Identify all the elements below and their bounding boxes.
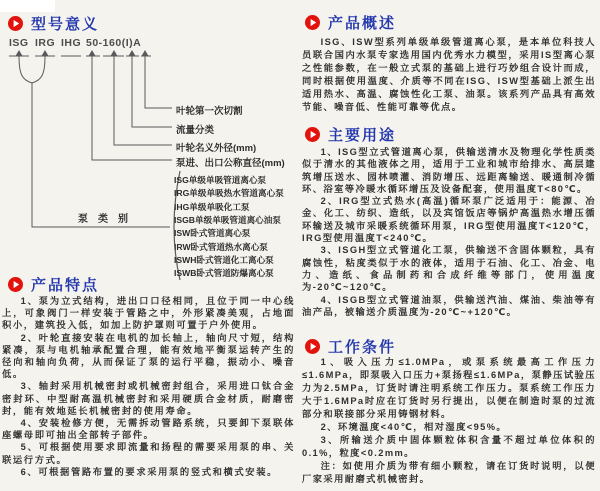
conditions-paragraph: 2、环境温度<40℃，相对湿度<95%。 (320, 422, 508, 432)
pump-type-item: IRW卧式管道热水离心泵 (174, 242, 268, 252)
play-icon (305, 127, 320, 142)
section-title-conditions: 工作条件 (328, 338, 397, 356)
features-paragraph: 5、可根据使用要求即流量和扬程的需要采用泵的串、关联运行方式。 (2, 442, 295, 465)
callout-impeller-diameter: 叶轮名义外径(mm) (176, 143, 257, 154)
pump-type-item: ISGB单级单吸管道离心油泵 (174, 215, 281, 225)
features-paragraph: 6、可根据管路布置的要求采用泵的竖式和横式安装。 (20, 466, 278, 477)
callout-flow-class: 流量分类 (176, 125, 215, 136)
section-header-usage (305, 124, 396, 144)
pump-category-label: 泵类别 (78, 214, 138, 225)
usage-paragraph: 1、ISG型立式管道离心泵，供输送清水及物理化学性质类似于清水的其他液体之用，适用于工业和城市给排水、高层建筑增压送水、园林喷灌、消防增压、远距离输送、暖通制冷循环、浴室等冷暖水循环增压及设备配套，使用温度T<80℃。 (302, 147, 596, 194)
model-code-token: ISG (9, 37, 29, 49)
section-header-conditions (305, 336, 396, 356)
play-icon (8, 16, 23, 31)
pump-type-item: IHG单级单吸化工泵 (174, 202, 250, 212)
features-paragraph: 4、安装检修方便，无需拆动管路系统，只要卸下泵联体座螺母即可抽出全部转子部件。 (2, 418, 295, 441)
model-code-diagram (8, 34, 296, 282)
callout-impeller-cut: 叶轮第一次切割 (176, 106, 243, 117)
model-code-token: 50-160(I)A (86, 37, 142, 49)
play-icon (305, 15, 320, 30)
conditions-paragraph: 3、所输送介质中固体颗粒体积含量不超过单位体积的0.1%，粒度<0.2mm。 (302, 435, 596, 458)
section-header-features (8, 274, 99, 294)
pump-type-item: ISWB卧式管道防爆离心泵 (174, 268, 274, 278)
scan-artifact (0, 0, 55, 12)
conditions-note: 注：如使用介质为带有细小颗粒，请在订货时说明，以便厂家采用耐磨式机械密封。 (302, 461, 596, 484)
play-icon (305, 339, 320, 354)
model-code-token: IRG (35, 37, 56, 49)
features-paragraph: 3、轴封采用机械密封或机械密封组合，采用进口钛合金密封环、中型耐高温机械密封和采用硬质合金材质，耐磨密封，能有效地延长机械密封的使用寿命。 (2, 381, 295, 416)
play-icon (8, 277, 23, 292)
overview-text (302, 36, 596, 113)
pump-type-item: ISW卧式管道离心泵 (174, 228, 251, 238)
pump-type-item: IRG单级单吸热水管道离心泵 (174, 188, 284, 198)
section-title-model-meaning: 型号意义 (31, 15, 100, 33)
section-header-model-meaning (8, 13, 99, 33)
features-text (2, 295, 295, 478)
pump-type-item: ISWH卧式管道化工离心泵 (174, 255, 274, 265)
section-title-overview: 产品概述 (328, 14, 397, 32)
section-title-features: 产品特点 (31, 276, 100, 294)
features-paragraph: 1、泵为立式结构，进出口口径相同，且位于同一中心线上，可象阀门一样安装于管路之中，外形紧凑美观，占地面积小，建筑投入低，如加上防护罩则可置于户外使用。 (2, 296, 295, 331)
overview-paragraph: ISG、ISW型系列单级单级管道离心泵，是本单位科技人员联合国内水泵专家选用国内优秀水力模型，采用IS型离心泵之性能参数，在一般立式泵的基础上进行巧妙组合设计而成，同时根据使用温度、介质等不同在ISG、ISW型基础上派生出适用热水、高温、腐蚀性化工泵、油泵。该系列产品具有高效节能、噪音低、性能可靠等优点。 (302, 37, 596, 112)
usage-paragraph: 3、ISGH型立式管道化工泵，供输送不含固体颗粒，具有腐蚀性，粘度类似于水的液体，适用于石油、化工、冶金、电力、造纸、食品制药和合成纤维等部门，使用温度为-20℃~120℃。 (302, 245, 596, 293)
features-paragraph: 2、叶轮直接安装在电机的加长轴上，轴向尺寸短，结构紧凑，泵与电机轴承配置合理，能有效地平衡泵运转产生的径向和轴向负荷，从而保证了泵的运行平稳，振动小、噪音低。 (2, 332, 295, 380)
usage-paragraph: 4、ISGB型立式管道油泵，供输送汽油、煤油、柴油等有油产品，被输送介质温度为-20℃~+120℃。 (302, 294, 596, 317)
callout-port-diameter: 泵进、出口公称直径(mm) (176, 158, 285, 169)
section-title-usage: 主要用途 (328, 126, 397, 144)
usage-paragraph: 2、IRG型立式热水(高温)循环泵广泛适用于：能源、冶金、化工、纺织、造纸，以及宾馆饭店等锅炉高温热水增压循环输送及城市采暖系统循环用泵，IRG型使用温度T<120℃，IRG型使用温度T<240℃。 (302, 196, 596, 244)
conditions-text (302, 356, 596, 486)
section-header-overview (305, 12, 396, 32)
pump-type-item: ISG单级单吸管道离心泵 (174, 175, 267, 185)
usage-text (302, 146, 596, 318)
conditions-paragraph: 1、吸入压力≤1.0MPa，或泵系统最高工作压力≤1.6MPa，即泵吸入口压力+泵扬程≤1.6MPa，泵静压试验压力为2.5MPa，订货时请注明系统工作压力。泵系统工作压力大于1.6MPa时应在订货时另行提出，以便在制造时泵的过流部分和联接部分采用铸钢材料。 (302, 357, 596, 419)
model-code-token: IHG (61, 37, 82, 49)
